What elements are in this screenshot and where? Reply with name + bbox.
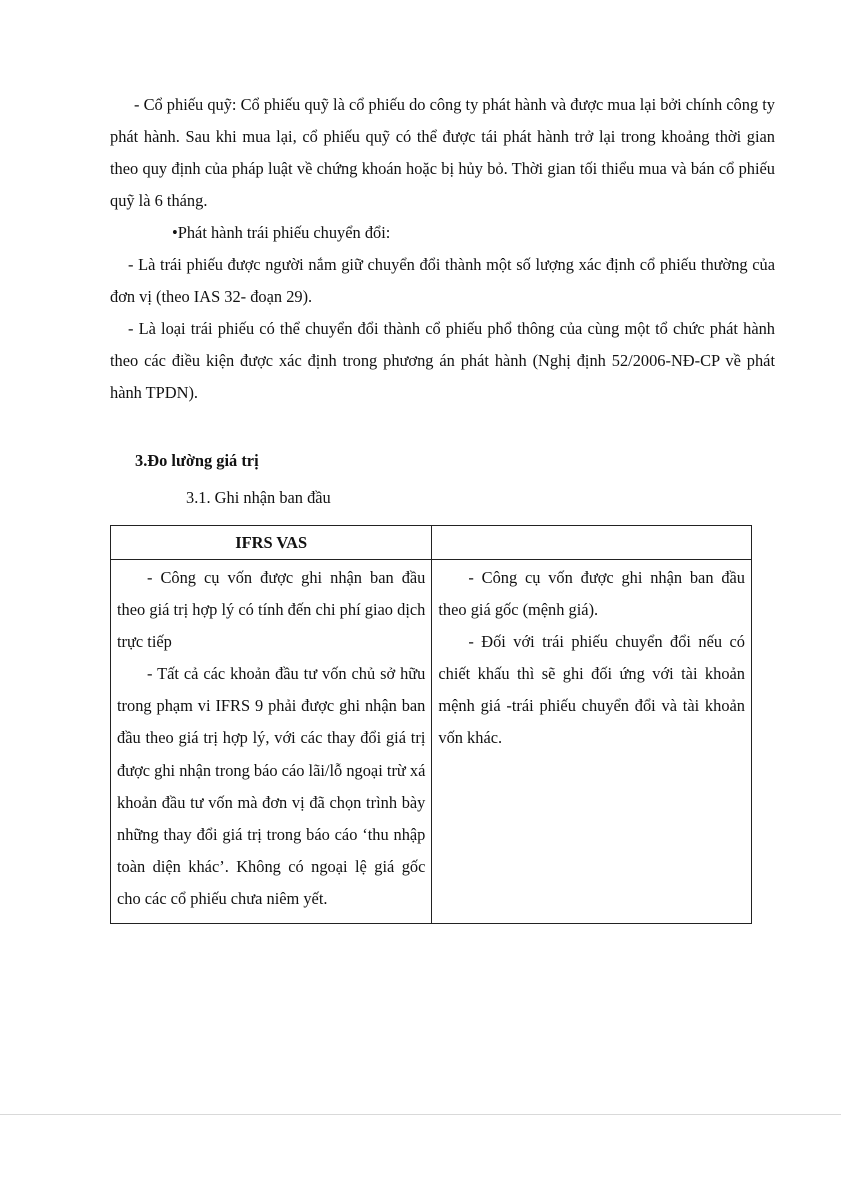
section-heading: 3.Đo lường giá trị bbox=[135, 451, 259, 470]
paragraph-treasury-shares: - Cổ phiếu quỹ: Cổ phiếu quỹ là cổ phiếu do công ty phát hành và được mua lại bởi chính công ty phát hành. Sau khi mua lại, cổ phiếu quỹ có thể được tái phát hành trở lại trong khoảng thời gian theo quy định của pháp luật về chứng khoán hoặc bị hủy bỏ. Thời gian tối thiểu mua và bán cổ phiếu quỹ là 6 tháng. bbox=[110, 95, 775, 210]
comparison-table bbox=[110, 525, 752, 924]
table-row bbox=[111, 560, 752, 924]
table-header-right bbox=[432, 526, 752, 560]
paragraph-convertible-definition-2: - Là loại trái phiếu có thể chuyển đổi thành cổ phiếu phổ thông của cùng một tổ chức phát hành theo các điều kiện được xác định trong phương án phát hành (Nghị định 52/2006-NĐ-CP về phát hành TPDN). bbox=[110, 319, 775, 402]
section-subheading: 3.1. Ghi nhận ban đầu bbox=[186, 488, 331, 507]
table-header-left: IFRS VAS bbox=[111, 526, 432, 560]
vas-paragraph-1: - Công cụ vốn được ghi nhận ban đầu theo giá gốc (mệnh giá). bbox=[438, 568, 745, 620]
table-header-row bbox=[111, 526, 752, 560]
bullet-convertible-bonds: •Phát hành trái phiếu chuyển đổi: bbox=[172, 223, 391, 242]
vas-paragraph-2: - Đối với trái phiếu chuyển đổi nếu có chiết khấu thì sẽ ghi đối ứng với tài khoản mệnh giá -trái phiếu chuyển đổi và tài khoản vốn khác. bbox=[438, 632, 745, 748]
ifrs-paragraph-2: - Tất cả các khoản đầu tư vốn chủ sở hữu trong phạm vi IFRS 9 phải được ghi nhận ban đầu theo giá trị hợp lý, với các thay đổi giá trị được ghi nhận trong báo cáo lãi/lỗ ngoại trừ xá khoản đầu tư vốn mà đơn vị đã chọn trình bày những thay đổi giá trị trong báo cáo ‘thu nhập toàn diện khác’. Không có ngoại lệ giá gốc cho các cổ phiếu chưa niêm yết. bbox=[117, 664, 426, 908]
table-cell-vas bbox=[432, 560, 752, 924]
page-divider bbox=[0, 1114, 841, 1115]
paragraph-convertible-definition-1: - Là trái phiếu được người nắm giữ chuyển đổi thành một số lượng xác định cổ phiếu thường của đơn vị (theo IAS 32- đoạn 29). bbox=[110, 255, 775, 306]
ifrs-paragraph-1: - Công cụ vốn được ghi nhận ban đầu theo giá trị hợp lý có tính đến chi phí giao dịch trực tiếp bbox=[117, 568, 426, 652]
table-cell-ifrs bbox=[111, 560, 432, 924]
